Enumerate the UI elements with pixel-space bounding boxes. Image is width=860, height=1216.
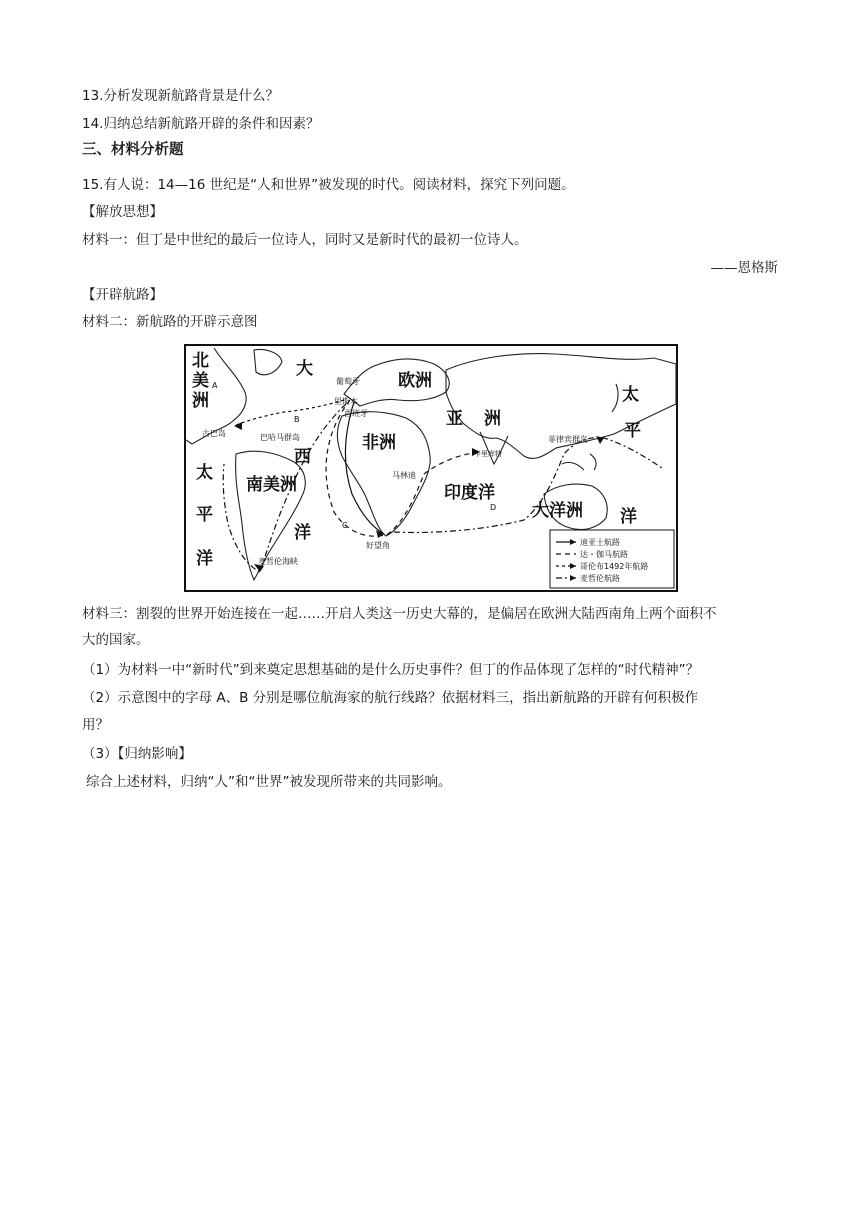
label-pacific-left-3: 洋 <box>196 549 213 569</box>
material-3-line-2: 大的国家。 <box>82 632 150 648</box>
legend-columbus: 哥伦布1492年航路 <box>580 562 649 571</box>
material-1-source: ——恩格斯 <box>710 260 778 276</box>
question-15-intro: 15.有人说：14—16 世纪是“人和世界”被发现的时代。阅读材料，探究下列问题。 <box>82 177 575 193</box>
new-route-map <box>184 344 678 592</box>
label-spain: 西班牙 <box>344 409 368 418</box>
label-cuba: 古巴岛 <box>202 429 226 438</box>
material-1: 材料一：但丁是中世纪的最后一位诗人，同时又是新时代的最初一位诗人。 <box>82 232 528 248</box>
label-yang: 洋 <box>294 523 311 543</box>
label-magellan-strait: 麦哲伦海峡 <box>258 557 298 566</box>
label-pacific-right-2: 平 <box>624 421 641 441</box>
label-asia-ya: 亚 <box>446 409 463 429</box>
label-letter-a: A <box>212 381 218 390</box>
label-da: 大 <box>296 359 313 379</box>
label-oceania: 大洋洲 <box>532 501 583 521</box>
map-legend <box>550 530 674 588</box>
tag-open-route: 【开辟航路】 <box>82 287 163 303</box>
label-cape: 好望角 <box>366 541 390 550</box>
label-pacific-right-3: 洋 <box>620 507 637 527</box>
label-malindi: 马林迪 <box>392 471 416 480</box>
sub-question-1: （1）为材料一中“新时代”到来奠定思想基础的是什么历史事件？但丁的作品体现了怎样的“时代精神”？ <box>82 662 700 678</box>
label-xi: 西 <box>294 447 311 467</box>
label-north-america-1: 北 <box>192 351 209 371</box>
sub-question-3-text: 综合上述材料，归纳“人”和“世界”被发现所带来的共同影响。 <box>86 774 452 790</box>
label-pacific-right-1: 太 <box>622 385 639 405</box>
tag-liberate-thought: 【解放思想】 <box>82 204 163 220</box>
label-north-america-3: 洲 <box>192 391 209 411</box>
legend-magellan: 麦哲伦航路 <box>580 574 620 583</box>
label-portugal: 葡萄牙 <box>336 377 360 386</box>
question-14: 14.归纳总结新航路开辟的条件和因素？ <box>82 116 320 132</box>
legend-da-gama: 达・伽马航路 <box>580 550 628 559</box>
question-13: 13.分析发现新航路背景是什么？ <box>82 88 279 104</box>
label-north-america-2: 美 <box>192 371 209 391</box>
label-letter-c: C <box>342 521 348 530</box>
label-bahamas: 巴哈马群岛 <box>260 433 300 442</box>
sub-question-2-line-2: 用？ <box>82 717 109 733</box>
label-asia-zhou: 洲 <box>484 409 501 429</box>
legend-dias: 迪亚士航路 <box>580 538 620 547</box>
label-lisbon: 里斯本 <box>334 397 358 406</box>
sub-question-3: （3）【归纳影响】 <box>82 746 192 762</box>
label-calicut: 卡里库特 <box>474 450 502 458</box>
material-3-line-1: 材料三：割裂的世界开始连接在一起……开启人类这一历史大幕的，是偏居在欧洲大陆西南角上两个面积不 <box>82 606 717 622</box>
label-south-america: 南美洲 <box>246 475 297 495</box>
label-philippines: 菲律宾群岛 <box>548 435 588 444</box>
sub-question-2-line-1: （2）示意图中的字母 A、B 分别是哪位航海家的航行线路？依据材料三，指出新航路的开辟有何积极作 <box>82 690 699 706</box>
label-letter-b: B <box>294 415 300 424</box>
section-heading: 三、材料分析题 <box>82 142 184 158</box>
label-indian-ocean: 印度洋 <box>444 483 495 503</box>
label-pacific-left-2: 平 <box>196 505 213 525</box>
label-africa: 非洲 <box>362 433 396 453</box>
label-letter-d: D <box>490 503 497 512</box>
label-europe: 欧洲 <box>398 371 432 391</box>
material-2: 材料二：新航路的开辟示意图 <box>82 314 258 330</box>
label-pacific-left-1: 太 <box>196 463 213 483</box>
